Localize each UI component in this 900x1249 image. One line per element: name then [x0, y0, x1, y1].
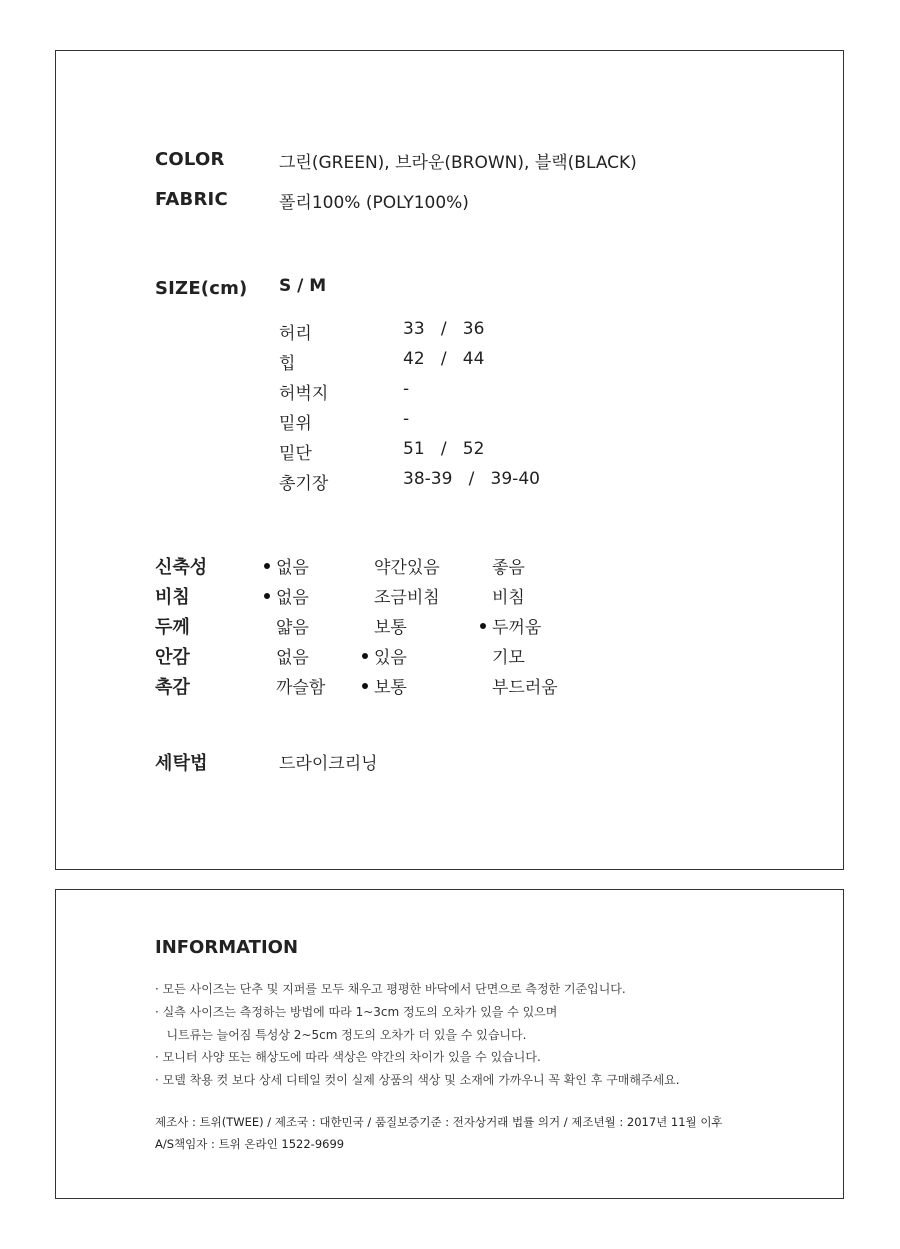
rating-option [362, 673, 407, 698]
rating-option [264, 643, 309, 668]
rating-option-text: 있음 [374, 648, 407, 668]
rating-option-text: 보통 [374, 618, 407, 638]
rating-option [362, 583, 440, 608]
info-line: · 모니터 사양 또는 해상도에 따라 색상은 약간의 차이가 있을 수 있습니다. [155, 1050, 541, 1064]
selected-bullet-icon [362, 683, 368, 689]
fabric-label: FABRIC [155, 189, 228, 210]
rating-option-text: 없음 [276, 648, 309, 668]
rating-option [362, 613, 407, 638]
measurement-value: 51 / 52 [403, 439, 485, 459]
info-line: · 실측 사이즈는 측정하는 방법에 따라 1~3cm 정도의 오차가 있을 수 있으며 [155, 1005, 558, 1019]
manufacturer-info: 제조사 : 트위(TWEE) / 제조국 : 대한민국 / 품질보증기준 : 전자상거래 법률 의거 / 제조년월 : 2017년 11월 이후 [155, 1115, 723, 1129]
rating-label: 안감 [155, 647, 190, 668]
as-contact-info: A/S책임자 : 트위 온라인 1522-9699 [155, 1137, 345, 1151]
rating-option-text: 부드러움 [492, 678, 558, 698]
selected-bullet-icon [264, 563, 270, 569]
measurement-value: - [403, 409, 410, 429]
rating-option-text: 까슬함 [276, 678, 326, 698]
rating-option [480, 613, 541, 638]
rating-option-text: 좋음 [492, 558, 525, 578]
size-value: S / M [279, 276, 327, 296]
information-title: INFORMATION [155, 937, 299, 958]
rating-option-text: 기모 [492, 648, 525, 668]
selected-bullet-icon [480, 623, 486, 629]
measurement-name: 총기장 [279, 474, 329, 494]
color-label: COLOR [155, 149, 225, 170]
rating-option [362, 643, 407, 668]
rating-option-text: 두꺼움 [492, 618, 542, 638]
rating-option-text: 없음 [276, 588, 309, 608]
rating-option [264, 613, 309, 638]
selected-bullet-icon [362, 653, 368, 659]
rating-option-text: 얇음 [276, 618, 309, 638]
rating-option [480, 553, 525, 578]
rating-label: 비침 [155, 587, 190, 608]
rating-option-text: 조금비침 [374, 588, 440, 608]
color-value: 그린(GREEN), 브라운(BROWN), 블랙(BLACK) [279, 153, 637, 173]
info-line: · 모든 사이즈는 단추 및 지퍼를 모두 채우고 평평한 바닥에서 단면으로 측정한 기준입니다. [155, 982, 626, 996]
product-spec-box [55, 50, 844, 870]
wash-label: 세탁법 [155, 753, 208, 774]
size-label: SIZE(cm) [155, 278, 248, 299]
rating-label: 신축성 [155, 557, 208, 578]
measurement-value: 33 / 36 [403, 319, 485, 339]
rating-option-text: 약간있음 [374, 558, 440, 578]
wash-value: 드라이크리닝 [279, 754, 378, 774]
rating-option [362, 553, 440, 578]
rating-option [480, 673, 558, 698]
rating-option [264, 553, 309, 578]
selected-bullet-icon [264, 593, 270, 599]
rating-option [480, 583, 525, 608]
rating-option [480, 643, 525, 668]
info-line: 니트류는 늘어짐 특성상 2~5cm 정도의 오차가 더 있을 수 있습니다. [155, 1028, 527, 1042]
measurement-value: 42 / 44 [403, 349, 485, 369]
rating-label: 두께 [155, 617, 190, 638]
info-line: · 모델 착용 컷 보다 상세 디테일 컷이 실제 상품의 색상 및 소재에 가까우니 꼭 확인 후 구매해주세요. [155, 1073, 680, 1087]
rating-option-text: 없음 [276, 558, 309, 578]
rating-label: 촉감 [155, 677, 190, 698]
measurement-value: 38-39 / 39-40 [403, 469, 540, 489]
measurement-name: 허리 [279, 324, 312, 344]
rating-option [264, 673, 325, 698]
measurement-name: 밑위 [279, 414, 312, 434]
rating-option-text: 보통 [374, 678, 407, 698]
measurement-name: 밑단 [279, 444, 312, 464]
rating-option [264, 583, 309, 608]
fabric-value: 폴리100% (POLY100%) [279, 193, 469, 213]
information-box [55, 889, 844, 1199]
measurement-value: - [403, 379, 410, 399]
measurement-name: 힙 [279, 354, 296, 374]
rating-option-text: 비침 [492, 588, 525, 608]
measurement-name: 허벅지 [279, 384, 329, 404]
